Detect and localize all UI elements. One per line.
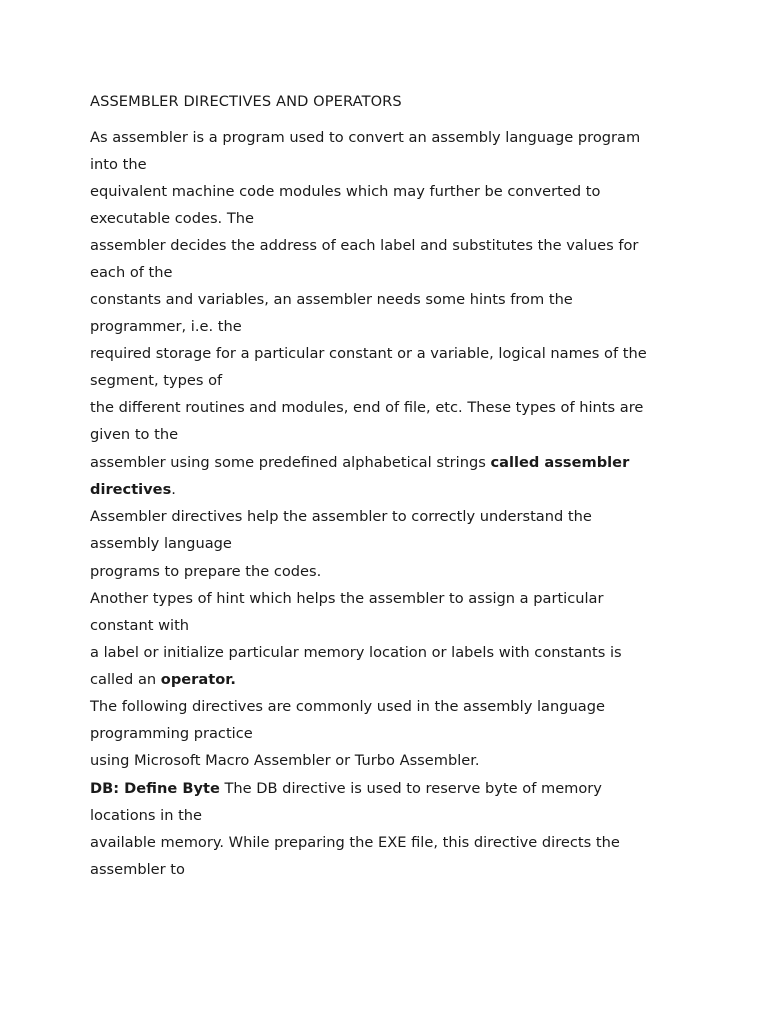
text-line: assembler using some predefined alphabetical strings called assembler [90, 454, 630, 471]
text-line: given to the [90, 426, 179, 443]
emphasis-operator: operator. [160, 671, 236, 688]
text-line: the different routines and modules, end of file, etc. These types of hints are [90, 399, 644, 416]
text-line: assembler decides the address of each label and substitutes the values for [90, 237, 639, 254]
document-title: ASSEMBLER DIRECTIVES AND OPERATORS [90, 93, 402, 110]
text-line: The following directives are commonly used in the assembly language [90, 698, 605, 715]
text-line: assembly language [90, 535, 232, 552]
text-line: assembler to [90, 861, 185, 878]
text-line: Another types of hint which helps the assembler to assign a particular [90, 590, 604, 607]
emphasis-db-define-byte: DB: Define Byte [90, 780, 220, 797]
emphasis-directives: directives [90, 481, 172, 498]
text-line: a label or initialize particular memory location or labels with constants is [90, 644, 622, 661]
text-line: called an operator. [90, 671, 236, 688]
text-line: executable codes. The [90, 210, 254, 227]
text-line: constants and variables, an assembler needs some hints from the [90, 291, 573, 308]
text-line: using Microsoft Macro Assembler or Turbo Assembler. [90, 752, 480, 769]
text-line: segment, types of [90, 372, 223, 389]
text-line: required storage for a particular constant or a variable, logical names of the [90, 345, 647, 362]
text-line: programmer, i.e. the [90, 318, 242, 335]
emphasis-called-assembler: called assembler [490, 454, 630, 471]
text-line: equivalent machine code modules which may further be converted to [90, 183, 601, 200]
text-line: available memory. While preparing the EXE file, this directive directs the [90, 834, 620, 851]
text-line: into the [90, 156, 147, 173]
text-line: locations in the [90, 807, 203, 824]
text-line: As assembler is a program used to convert an assembly language program [90, 129, 641, 146]
text-line: programming practice [90, 725, 253, 742]
text-line: directives. [90, 481, 176, 498]
text-line: Assembler directives help the assembler to correctly understand the [90, 508, 592, 525]
text-line: programs to prepare the codes. [90, 563, 322, 580]
text-line: DB: Define Byte The DB directive is used to reserve byte of memory [90, 780, 602, 797]
text-line: constant with [90, 617, 190, 634]
text-line: each of the [90, 264, 173, 281]
